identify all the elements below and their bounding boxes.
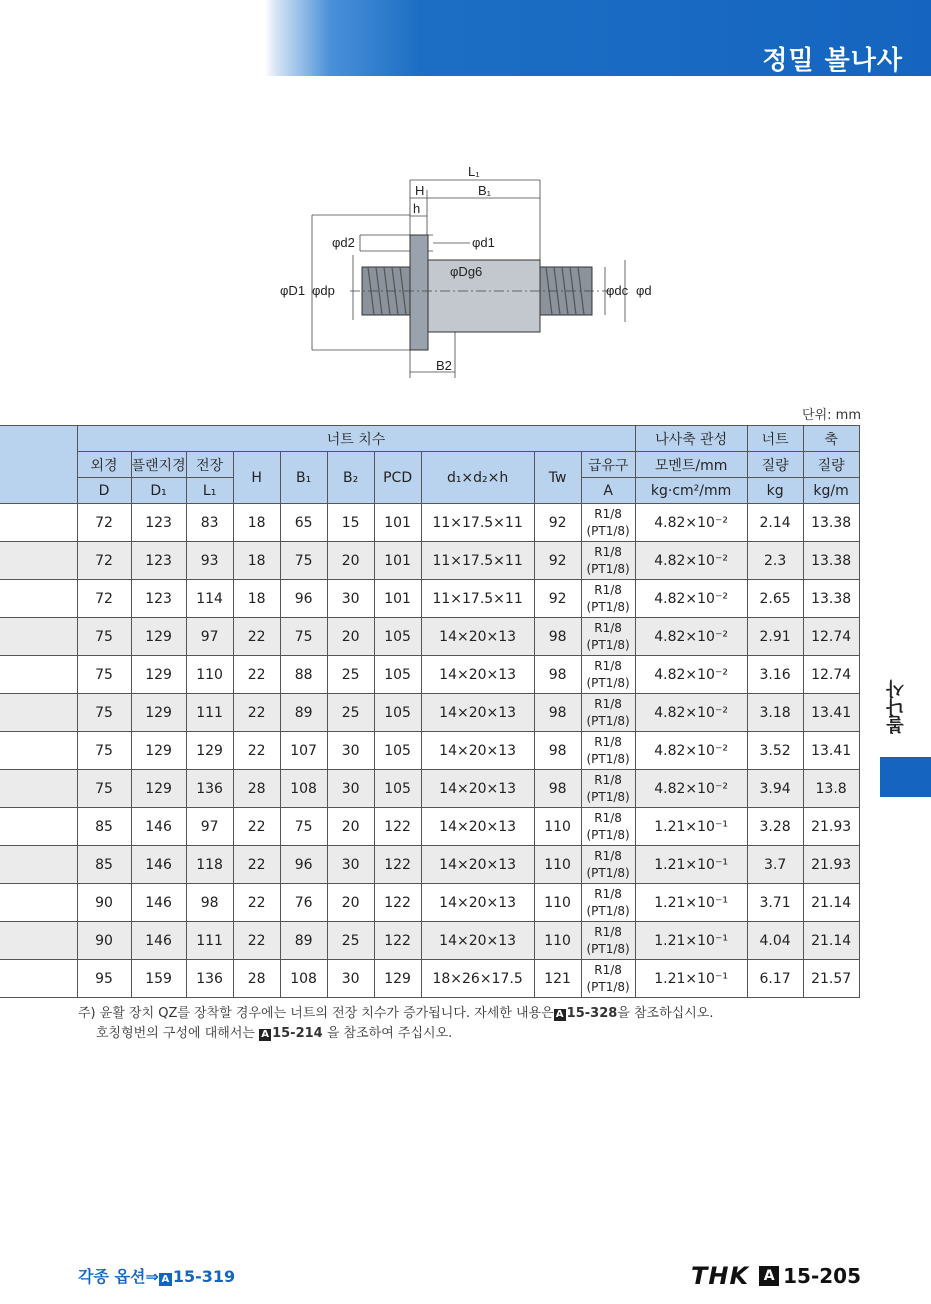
cell-shaft_mass: 13.38	[803, 504, 859, 542]
cell-PCD: 122	[374, 846, 421, 884]
cell-dxh: 14×20×13	[421, 846, 534, 884]
note-line-2	[78, 1024, 713, 1044]
label-B2: B2	[436, 358, 452, 373]
label-H: H	[415, 183, 425, 198]
cell-dxh: 18×26×17.5	[421, 960, 534, 998]
note-2-text-post: 을 참조하여 주십시오.	[322, 1026, 453, 1041]
row-stub	[0, 732, 77, 770]
cell-B2: 25	[327, 694, 374, 732]
cell-moment: 1.21×10⁻¹	[635, 884, 747, 922]
cell-A	[581, 884, 635, 922]
cell-D1: 129	[131, 694, 186, 732]
cell-L1: 110	[186, 656, 233, 694]
label-phi-D1: φD1	[280, 283, 306, 298]
note-2-ref-link[interactable]: 15-214	[272, 1026, 323, 1041]
cell-D: 85	[77, 846, 131, 884]
table-row	[0, 846, 859, 884]
row-stub	[0, 694, 77, 732]
cell-A-r: R1/8	[594, 772, 622, 787]
symbol-shaft-mass: kg/m	[803, 478, 859, 504]
header-stub	[0, 426, 77, 504]
cell-B2: 30	[327, 846, 374, 884]
note-2-text: 호칭형번의 구성에 대해서는	[96, 1026, 260, 1041]
cell-B2: 20	[327, 542, 374, 580]
label-h: h	[413, 201, 421, 216]
cell-L1: 129	[186, 732, 233, 770]
notes	[78, 1004, 713, 1044]
cell-D1: 146	[131, 922, 186, 960]
nut-body-shape	[428, 260, 540, 332]
cell-PCD: 122	[374, 884, 421, 922]
cell-L1: 118	[186, 846, 233, 884]
cell-D1: 159	[131, 960, 186, 998]
spec-table	[0, 425, 860, 998]
cell-PCD: 101	[374, 542, 421, 580]
cell-dxh: 11×17.5×11	[421, 542, 534, 580]
cell-B2: 20	[327, 884, 374, 922]
table-body	[0, 504, 859, 998]
cell-PCD: 101	[374, 580, 421, 618]
cell-A-r: R1/8	[594, 506, 622, 521]
cell-nut_mass: 2.3	[747, 542, 803, 580]
subheader-L1: 전장	[186, 452, 233, 478]
cell-PCD: 105	[374, 770, 421, 808]
cell-D: 72	[77, 504, 131, 542]
cell-shaft_mass: 13.41	[803, 694, 859, 732]
cell-A-pt: (PT1/8)	[586, 751, 630, 766]
cell-D1: 129	[131, 618, 186, 656]
cell-nut_mass: 3.7	[747, 846, 803, 884]
cell-D1: 123	[131, 580, 186, 618]
page-title: 정밀 볼나사	[762, 46, 903, 76]
cell-D: 75	[77, 694, 131, 732]
cell-moment: 1.21×10⁻¹	[635, 808, 747, 846]
ball-screw-drawing	[270, 160, 670, 385]
cell-moment: 1.21×10⁻¹	[635, 960, 747, 998]
cell-dxh: 14×20×13	[421, 808, 534, 846]
label-phi-dc: φdc	[606, 283, 629, 298]
subheader-A: 급유구	[581, 452, 635, 478]
cell-A-r: R1/8	[594, 658, 622, 673]
cell-dxh: 14×20×13	[421, 618, 534, 656]
table-row	[0, 542, 859, 580]
cell-dxh: 14×20×13	[421, 884, 534, 922]
cell-D: 75	[77, 618, 131, 656]
cell-dxh: 14×20×13	[421, 732, 534, 770]
cell-A	[581, 922, 635, 960]
cell-L1: 136	[186, 960, 233, 998]
cell-D1: 129	[131, 770, 186, 808]
cell-D1: 129	[131, 656, 186, 694]
cell-H: 22	[233, 884, 280, 922]
table-row	[0, 960, 859, 998]
cell-A	[581, 732, 635, 770]
table-row	[0, 694, 859, 732]
cell-L1: 83	[186, 504, 233, 542]
cell-B1: 75	[280, 542, 327, 580]
ref-box-icon: A	[554, 1009, 566, 1021]
cell-shaft_mass: 13.8	[803, 770, 859, 808]
cell-D: 75	[77, 732, 131, 770]
row-stub	[0, 770, 77, 808]
cell-nut_mass: 2.91	[747, 618, 803, 656]
cell-B2: 30	[327, 960, 374, 998]
cell-nut_mass: 3.94	[747, 770, 803, 808]
header-nut-mass: 너트	[747, 426, 803, 452]
header-nut-dimensions: 너트 치수	[77, 426, 635, 452]
cell-Tw: 98	[534, 770, 581, 808]
row-stub	[0, 884, 77, 922]
cell-Tw: 110	[534, 922, 581, 960]
cell-B1: 89	[280, 922, 327, 960]
symbol-D: D	[77, 478, 131, 504]
cell-H: 28	[233, 960, 280, 998]
cell-shaft_mass: 13.38	[803, 580, 859, 618]
label-phi-d1: φd1	[472, 235, 495, 250]
page-number: 15-205	[783, 1264, 861, 1288]
cell-D1: 146	[131, 808, 186, 846]
symbol-Tw: Tw	[534, 452, 581, 504]
cell-A	[581, 770, 635, 808]
cell-shaft_mass: 12.74	[803, 618, 859, 656]
cell-moment: 4.82×10⁻²	[635, 656, 747, 694]
cell-Tw: 92	[534, 542, 581, 580]
cell-nut_mass: 2.14	[747, 504, 803, 542]
note-1-ref-link[interactable]: 15-328	[566, 1006, 618, 1021]
subheader-D: 외경	[77, 452, 131, 478]
cell-A-pt: (PT1/8)	[586, 979, 630, 994]
cell-Tw: 110	[534, 884, 581, 922]
side-tab	[880, 757, 931, 797]
cell-shaft_mass: 13.41	[803, 732, 859, 770]
cell-B2: 15	[327, 504, 374, 542]
cell-B2: 25	[327, 922, 374, 960]
cell-D: 75	[77, 656, 131, 694]
cell-A-pt: (PT1/8)	[586, 523, 630, 538]
cell-B1: 75	[280, 618, 327, 656]
cell-L1: 136	[186, 770, 233, 808]
row-stub	[0, 504, 77, 542]
cell-PCD: 105	[374, 694, 421, 732]
cell-A-r: R1/8	[594, 582, 622, 597]
cell-shaft_mass: 21.14	[803, 884, 859, 922]
table-row	[0, 922, 859, 960]
cell-nut_mass: 4.04	[747, 922, 803, 960]
subheader-shaft-mass: 질량	[803, 452, 859, 478]
cell-H: 28	[233, 770, 280, 808]
row-stub	[0, 656, 77, 694]
cell-moment: 4.82×10⁻²	[635, 542, 747, 580]
label-B1: B₁	[478, 183, 492, 198]
cell-nut_mass: 3.52	[747, 732, 803, 770]
label-phi-d: φd	[636, 283, 652, 298]
cell-H: 22	[233, 846, 280, 884]
cell-A	[581, 580, 635, 618]
cell-A	[581, 694, 635, 732]
cell-L1: 97	[186, 808, 233, 846]
row-stub	[0, 542, 77, 580]
cell-B1: 89	[280, 694, 327, 732]
ref-box-icon: A	[259, 1029, 271, 1041]
cell-L1: 114	[186, 580, 233, 618]
cell-A	[581, 808, 635, 846]
cell-dxh: 11×17.5×11	[421, 504, 534, 542]
symbol-B2: B₂	[327, 452, 374, 504]
cell-A	[581, 504, 635, 542]
cell-PCD: 105	[374, 656, 421, 694]
cell-dxh: 14×20×13	[421, 694, 534, 732]
cell-A	[581, 542, 635, 580]
subheader-D1: 플랜지경	[131, 452, 186, 478]
row-stub	[0, 922, 77, 960]
cell-A-pt: (PT1/8)	[586, 675, 630, 690]
row-stub	[0, 580, 77, 618]
cell-Tw: 121	[534, 960, 581, 998]
cell-Tw: 98	[534, 618, 581, 656]
footer-options-link[interactable]	[78, 1264, 235, 1287]
cell-D: 72	[77, 580, 131, 618]
note-1-text: 주) 윤활 장치 QZ를 장착할 경우에는 너트의 전장 치수가 증가됩니다. 자세한 내용은	[78, 1006, 554, 1021]
row-stub	[0, 846, 77, 884]
cell-nut_mass: 6.17	[747, 960, 803, 998]
cell-H: 18	[233, 580, 280, 618]
cell-B1: 107	[280, 732, 327, 770]
table-row	[0, 580, 859, 618]
cell-B2: 30	[327, 770, 374, 808]
cell-D: 85	[77, 808, 131, 846]
table-row	[0, 770, 859, 808]
symbol-D1: D₁	[131, 478, 186, 504]
table-row	[0, 504, 859, 542]
header-shaft-mass: 축	[803, 426, 859, 452]
symbol-moment: kg·cm²/mm	[635, 478, 747, 504]
page-box-icon: A	[759, 1266, 779, 1286]
cell-A	[581, 846, 635, 884]
cell-A-pt: (PT1/8)	[586, 637, 630, 652]
cell-A	[581, 618, 635, 656]
subheader-nut-mass: 질량	[747, 452, 803, 478]
cell-shaft_mass: 21.93	[803, 808, 859, 846]
cell-A-pt: (PT1/8)	[586, 827, 630, 842]
cell-B1: 65	[280, 504, 327, 542]
footer-page	[691, 1262, 861, 1290]
symbol-A: A	[581, 478, 635, 504]
cell-moment: 1.21×10⁻¹	[635, 922, 747, 960]
header-moment: 나사축 관성	[635, 426, 747, 452]
cell-A-pt: (PT1/8)	[586, 561, 630, 576]
cell-D: 90	[77, 922, 131, 960]
cell-B2: 30	[327, 732, 374, 770]
cell-Tw: 92	[534, 580, 581, 618]
cell-A-r: R1/8	[594, 962, 622, 977]
cell-nut_mass: 2.65	[747, 580, 803, 618]
cell-PCD: 129	[374, 960, 421, 998]
row-stub	[0, 808, 77, 846]
cell-A-pt: (PT1/8)	[586, 789, 630, 804]
cell-B1: 96	[280, 580, 327, 618]
cell-D1: 129	[131, 732, 186, 770]
cell-H: 18	[233, 542, 280, 580]
cell-A-r: R1/8	[594, 810, 622, 825]
cell-A-r: R1/8	[594, 544, 622, 559]
cell-B1: 108	[280, 960, 327, 998]
symbol-B1: B₁	[280, 452, 327, 504]
label-phi-dg6: φDg6	[450, 264, 483, 279]
cell-shaft_mass: 21.14	[803, 922, 859, 960]
cell-B2: 20	[327, 618, 374, 656]
cell-Tw: 98	[534, 656, 581, 694]
cell-L1: 98	[186, 884, 233, 922]
cell-D: 90	[77, 884, 131, 922]
cell-moment: 4.82×10⁻²	[635, 618, 747, 656]
cell-moment: 4.82×10⁻²	[635, 732, 747, 770]
cell-D: 75	[77, 770, 131, 808]
footer-options-ref: 15-319	[172, 1267, 236, 1286]
cell-moment: 1.21×10⁻¹	[635, 846, 747, 884]
symbol-H: H	[233, 452, 280, 504]
table-row	[0, 808, 859, 846]
cell-B2: 25	[327, 656, 374, 694]
cell-A-pt: (PT1/8)	[586, 865, 630, 880]
cell-PCD: 101	[374, 504, 421, 542]
cell-B1: 108	[280, 770, 327, 808]
cell-nut_mass: 3.28	[747, 808, 803, 846]
symbol-L1: L₁	[186, 478, 233, 504]
cell-A-pt: (PT1/8)	[586, 941, 630, 956]
cell-A-pt: (PT1/8)	[586, 713, 630, 728]
side-label: 볼나사	[886, 680, 907, 734]
cell-H: 22	[233, 808, 280, 846]
table-row	[0, 732, 859, 770]
row-stub	[0, 618, 77, 656]
cell-A-r: R1/8	[594, 734, 622, 749]
cell-nut_mass: 3.71	[747, 884, 803, 922]
cell-L1: 111	[186, 922, 233, 960]
cell-D1: 123	[131, 504, 186, 542]
cell-D1: 146	[131, 884, 186, 922]
cell-B2: 30	[327, 580, 374, 618]
cell-A-r: R1/8	[594, 620, 622, 635]
table-row	[0, 618, 859, 656]
unit-label: 단위: mm	[802, 408, 861, 423]
cell-Tw: 110	[534, 846, 581, 884]
ref-box-icon: A	[159, 1273, 172, 1286]
cell-dxh: 14×20×13	[421, 922, 534, 960]
cell-shaft_mass: 13.38	[803, 542, 859, 580]
cell-H: 22	[233, 922, 280, 960]
cell-Tw: 92	[534, 504, 581, 542]
cell-A-r: R1/8	[594, 696, 622, 711]
cell-A-r: R1/8	[594, 886, 622, 901]
cell-B1: 96	[280, 846, 327, 884]
cell-H: 22	[233, 618, 280, 656]
cell-H: 22	[233, 732, 280, 770]
cell-PCD: 122	[374, 922, 421, 960]
symbol-PCD: PCD	[374, 452, 421, 504]
cell-H: 22	[233, 656, 280, 694]
cell-A	[581, 960, 635, 998]
label-L1: L₁	[468, 164, 480, 179]
footer-options-text: 각종 옵션⇒	[78, 1267, 159, 1286]
cell-H: 22	[233, 694, 280, 732]
cell-nut_mass: 3.18	[747, 694, 803, 732]
cell-shaft_mass: 21.57	[803, 960, 859, 998]
symbol-dxh: d₁×d₂×h	[421, 452, 534, 504]
row-stub	[0, 960, 77, 998]
cell-L1: 93	[186, 542, 233, 580]
cell-B1: 75	[280, 808, 327, 846]
cell-A-r: R1/8	[594, 848, 622, 863]
cell-moment: 4.82×10⁻²	[635, 580, 747, 618]
cell-moment: 4.82×10⁻²	[635, 770, 747, 808]
cell-H: 18	[233, 504, 280, 542]
thk-logo: THK	[691, 1262, 750, 1290]
cell-shaft_mass: 12.74	[803, 656, 859, 694]
cell-PCD: 105	[374, 732, 421, 770]
cell-A-r: R1/8	[594, 924, 622, 939]
cell-Tw: 110	[534, 808, 581, 846]
cell-Tw: 98	[534, 732, 581, 770]
note-1-text-post: 을 참조하십시오.	[617, 1006, 714, 1021]
cell-dxh: 11×17.5×11	[421, 580, 534, 618]
label-phi-d2: φd2	[332, 235, 355, 250]
label-phi-dp: φdp	[312, 283, 335, 298]
cell-D1: 123	[131, 542, 186, 580]
cell-B1: 88	[280, 656, 327, 694]
cell-A-pt: (PT1/8)	[586, 903, 630, 918]
cell-moment: 4.82×10⁻²	[635, 504, 747, 542]
cell-nut_mass: 3.16	[747, 656, 803, 694]
cell-shaft_mass: 21.93	[803, 846, 859, 884]
flange-shape	[410, 235, 428, 350]
table-row	[0, 656, 859, 694]
cell-B1: 76	[280, 884, 327, 922]
symbol-nut-mass: kg	[747, 478, 803, 504]
note-line-1	[78, 1004, 713, 1024]
subheader-moment: 모멘트/mm	[635, 452, 747, 478]
cell-Tw: 98	[534, 694, 581, 732]
cell-D: 95	[77, 960, 131, 998]
cell-D: 72	[77, 542, 131, 580]
cell-dxh: 14×20×13	[421, 656, 534, 694]
cell-L1: 97	[186, 618, 233, 656]
cell-A-pt: (PT1/8)	[586, 599, 630, 614]
table-row	[0, 884, 859, 922]
cell-PCD: 105	[374, 618, 421, 656]
cell-dxh: 14×20×13	[421, 770, 534, 808]
cell-PCD: 122	[374, 808, 421, 846]
cell-B2: 20	[327, 808, 374, 846]
cell-D1: 146	[131, 846, 186, 884]
cell-A	[581, 656, 635, 694]
cell-moment: 4.82×10⁻²	[635, 694, 747, 732]
cell-L1: 111	[186, 694, 233, 732]
